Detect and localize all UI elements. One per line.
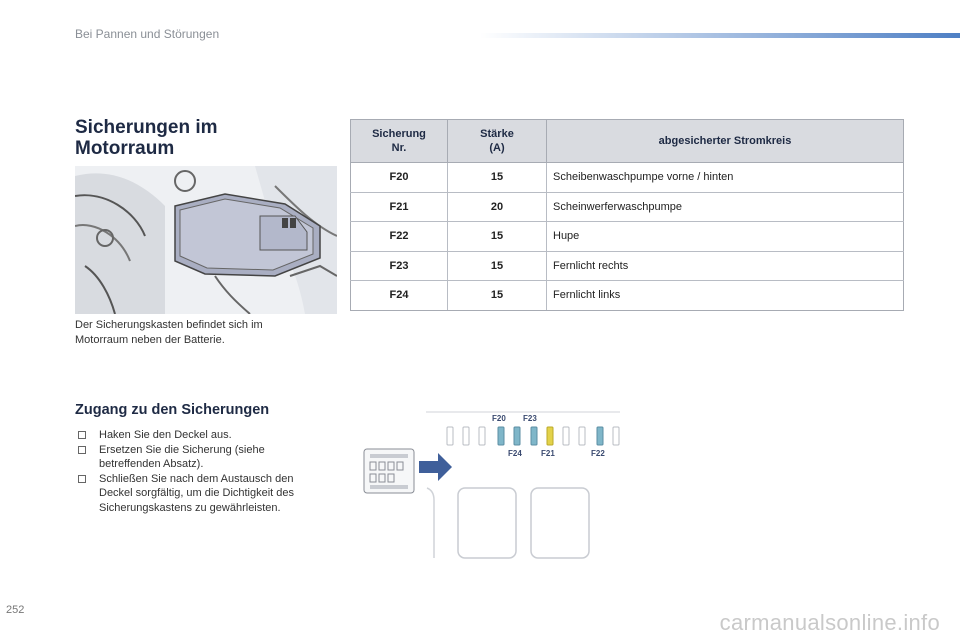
header-circuit: abgesicherter Stromkreis <box>547 120 904 163</box>
step-text: Ersetzen Sie die Sicherung (siehe <box>99 443 265 456</box>
fuse-rating: 20 <box>448 192 547 222</box>
header-gradient-bar <box>480 33 960 38</box>
table-row <box>351 192 904 222</box>
fuse-circuit: Scheinwerferwaschpumpe <box>547 192 904 222</box>
diagram-label-f22: F22 <box>591 449 605 458</box>
fuse-row <box>447 427 619 445</box>
step-text: Haken Sie den Deckel aus. <box>99 429 232 441</box>
fuse-slot <box>479 427 485 445</box>
table-row <box>351 222 904 252</box>
fuse-circuit: Fernlicht rechts <box>547 251 904 281</box>
arrow-right-icon <box>419 453 452 481</box>
fusebox-overview <box>364 449 414 493</box>
fuse-slot <box>463 427 469 445</box>
header-rating-line1: Stärke <box>480 128 514 140</box>
fuse-slot <box>613 427 619 445</box>
header-fuse-line1: Sicherung <box>372 128 426 140</box>
checkbox-bullet-icon <box>78 475 86 483</box>
engine-bay-illustration <box>75 166 337 314</box>
fuse-number: F21 <box>351 192 448 222</box>
fuse-circuit: Hupe <box>547 222 904 252</box>
watermark: carmanualsonline.info <box>719 610 940 635</box>
list-item <box>75 428 335 443</box>
list-item <box>75 443 335 472</box>
page-title <box>75 117 295 159</box>
fuse-f22 <box>597 427 603 445</box>
table-row <box>351 251 904 281</box>
fuse-table <box>350 119 904 311</box>
fuse-rating: 15 <box>448 281 547 311</box>
fuse-number: F23 <box>351 251 448 281</box>
caption-line1: Der Sicherungskasten befindet sich im <box>75 319 263 331</box>
fuse-circuit: Scheibenwaschpumpe vorne / hinten <box>547 163 904 193</box>
checkbox-bullet-icon <box>78 446 86 454</box>
engine-bay-photo <box>75 166 337 314</box>
table-row <box>351 281 904 311</box>
section-heading: Bei Pannen und Störungen <box>75 27 220 41</box>
header-fuse-number <box>351 120 448 163</box>
fuse-rating: 15 <box>448 163 547 193</box>
fuse-rating: 15 <box>448 251 547 281</box>
fusebox-diagram <box>360 408 630 568</box>
fuse-f24 <box>514 427 520 445</box>
fuse-slot <box>579 427 585 445</box>
diagram-label-f23: F23 <box>523 414 537 423</box>
step-text: Sicherungskastens zu gewährleisten. <box>99 501 281 514</box>
diagram-label-f21: F21 <box>541 449 555 458</box>
fuse-f20 <box>498 427 504 445</box>
table-row <box>351 163 904 193</box>
page-title-line2: Motorraum <box>75 138 175 159</box>
list-item <box>75 472 335 516</box>
fuse-layout-illustration <box>360 408 630 568</box>
header-rating <box>448 120 547 163</box>
diagram-label-f24: F24 <box>508 449 522 458</box>
access-steps-list <box>75 428 335 515</box>
header-rating-line2: (A) <box>489 142 505 154</box>
checkbox-bullet-icon <box>78 431 86 439</box>
fuse-f23 <box>531 427 537 445</box>
fuse-rating: 15 <box>448 222 547 252</box>
fuse-f21 <box>547 427 553 445</box>
fusebox-location-caption <box>75 318 325 348</box>
access-subtitle: Zugang zu den Sicherungen <box>75 402 270 418</box>
fuse-number: F24 <box>351 281 448 311</box>
caption-line2: Motorraum neben der Batterie. <box>75 334 225 346</box>
diagram-label-f20: F20 <box>492 414 506 423</box>
table-header-row <box>351 120 904 163</box>
fuse-number: F20 <box>351 163 448 193</box>
page-number: 252 <box>6 604 25 616</box>
header-fuse-line2: Nr. <box>391 142 407 154</box>
step-text: Deckel sorgfältig, um die Dichtigkeit des <box>99 487 295 499</box>
step-text: Schließen Sie nach dem Austausch den <box>99 472 294 485</box>
step-text: betreffenden Absatz). <box>99 458 204 470</box>
fuse-circuit: Fernlicht links <box>547 281 904 311</box>
fuse-slot <box>563 427 569 445</box>
fuse-slot <box>447 427 453 445</box>
fusebox-compartment <box>531 488 589 558</box>
page-title-line1: Sicherungen im <box>75 117 218 138</box>
fuse-number: F22 <box>351 222 448 252</box>
fusebox-compartment <box>458 488 516 558</box>
